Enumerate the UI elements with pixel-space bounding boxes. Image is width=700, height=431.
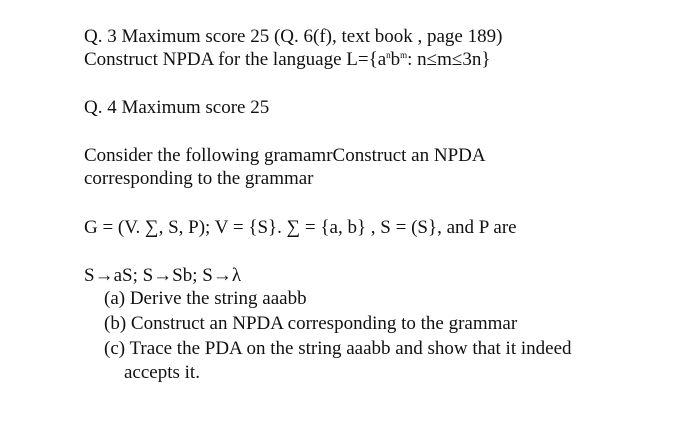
q3-prompt-prefix: Construct NPDA for the language L={a [84, 49, 387, 70]
q4-part-b: (b) Construct an NPDA corresponding to the grammar [104, 313, 518, 334]
q4-part-c-line-1: (c) Trace the PDA on the string aaabb and show that it indeed [104, 338, 572, 359]
q4-grammar-definition: G = (V. ∑, S, P); V = {S}. ∑ = {a, b} , S = (S}, and P are [84, 217, 517, 238]
q3-exponent-m: m [400, 50, 408, 60]
q3-prompt [84, 49, 490, 71]
q4-part-c-line-2: accepts it. [124, 362, 200, 383]
q3-exponent-n: n [386, 50, 391, 60]
q3-prompt-middle: b [390, 49, 401, 70]
q4-part-a: (a) Derive the string aaabb [104, 288, 307, 309]
q3-heading: Q. 3 Maximum score 25 (Q. 6(f), text book , page 189) [84, 26, 503, 47]
q4-intro-line-1: Consider the following gramamrConstruct an NPDA [84, 145, 486, 166]
q4-intro-line-2: corresponding to the grammar [84, 168, 314, 189]
q4-productions: S→aS; S→Sb; S→λ [84, 265, 242, 286]
q4-heading: Q. 4 Maximum score 25 [84, 97, 270, 118]
q3-prompt-suffix: : n≤m≤3n} [407, 49, 491, 70]
